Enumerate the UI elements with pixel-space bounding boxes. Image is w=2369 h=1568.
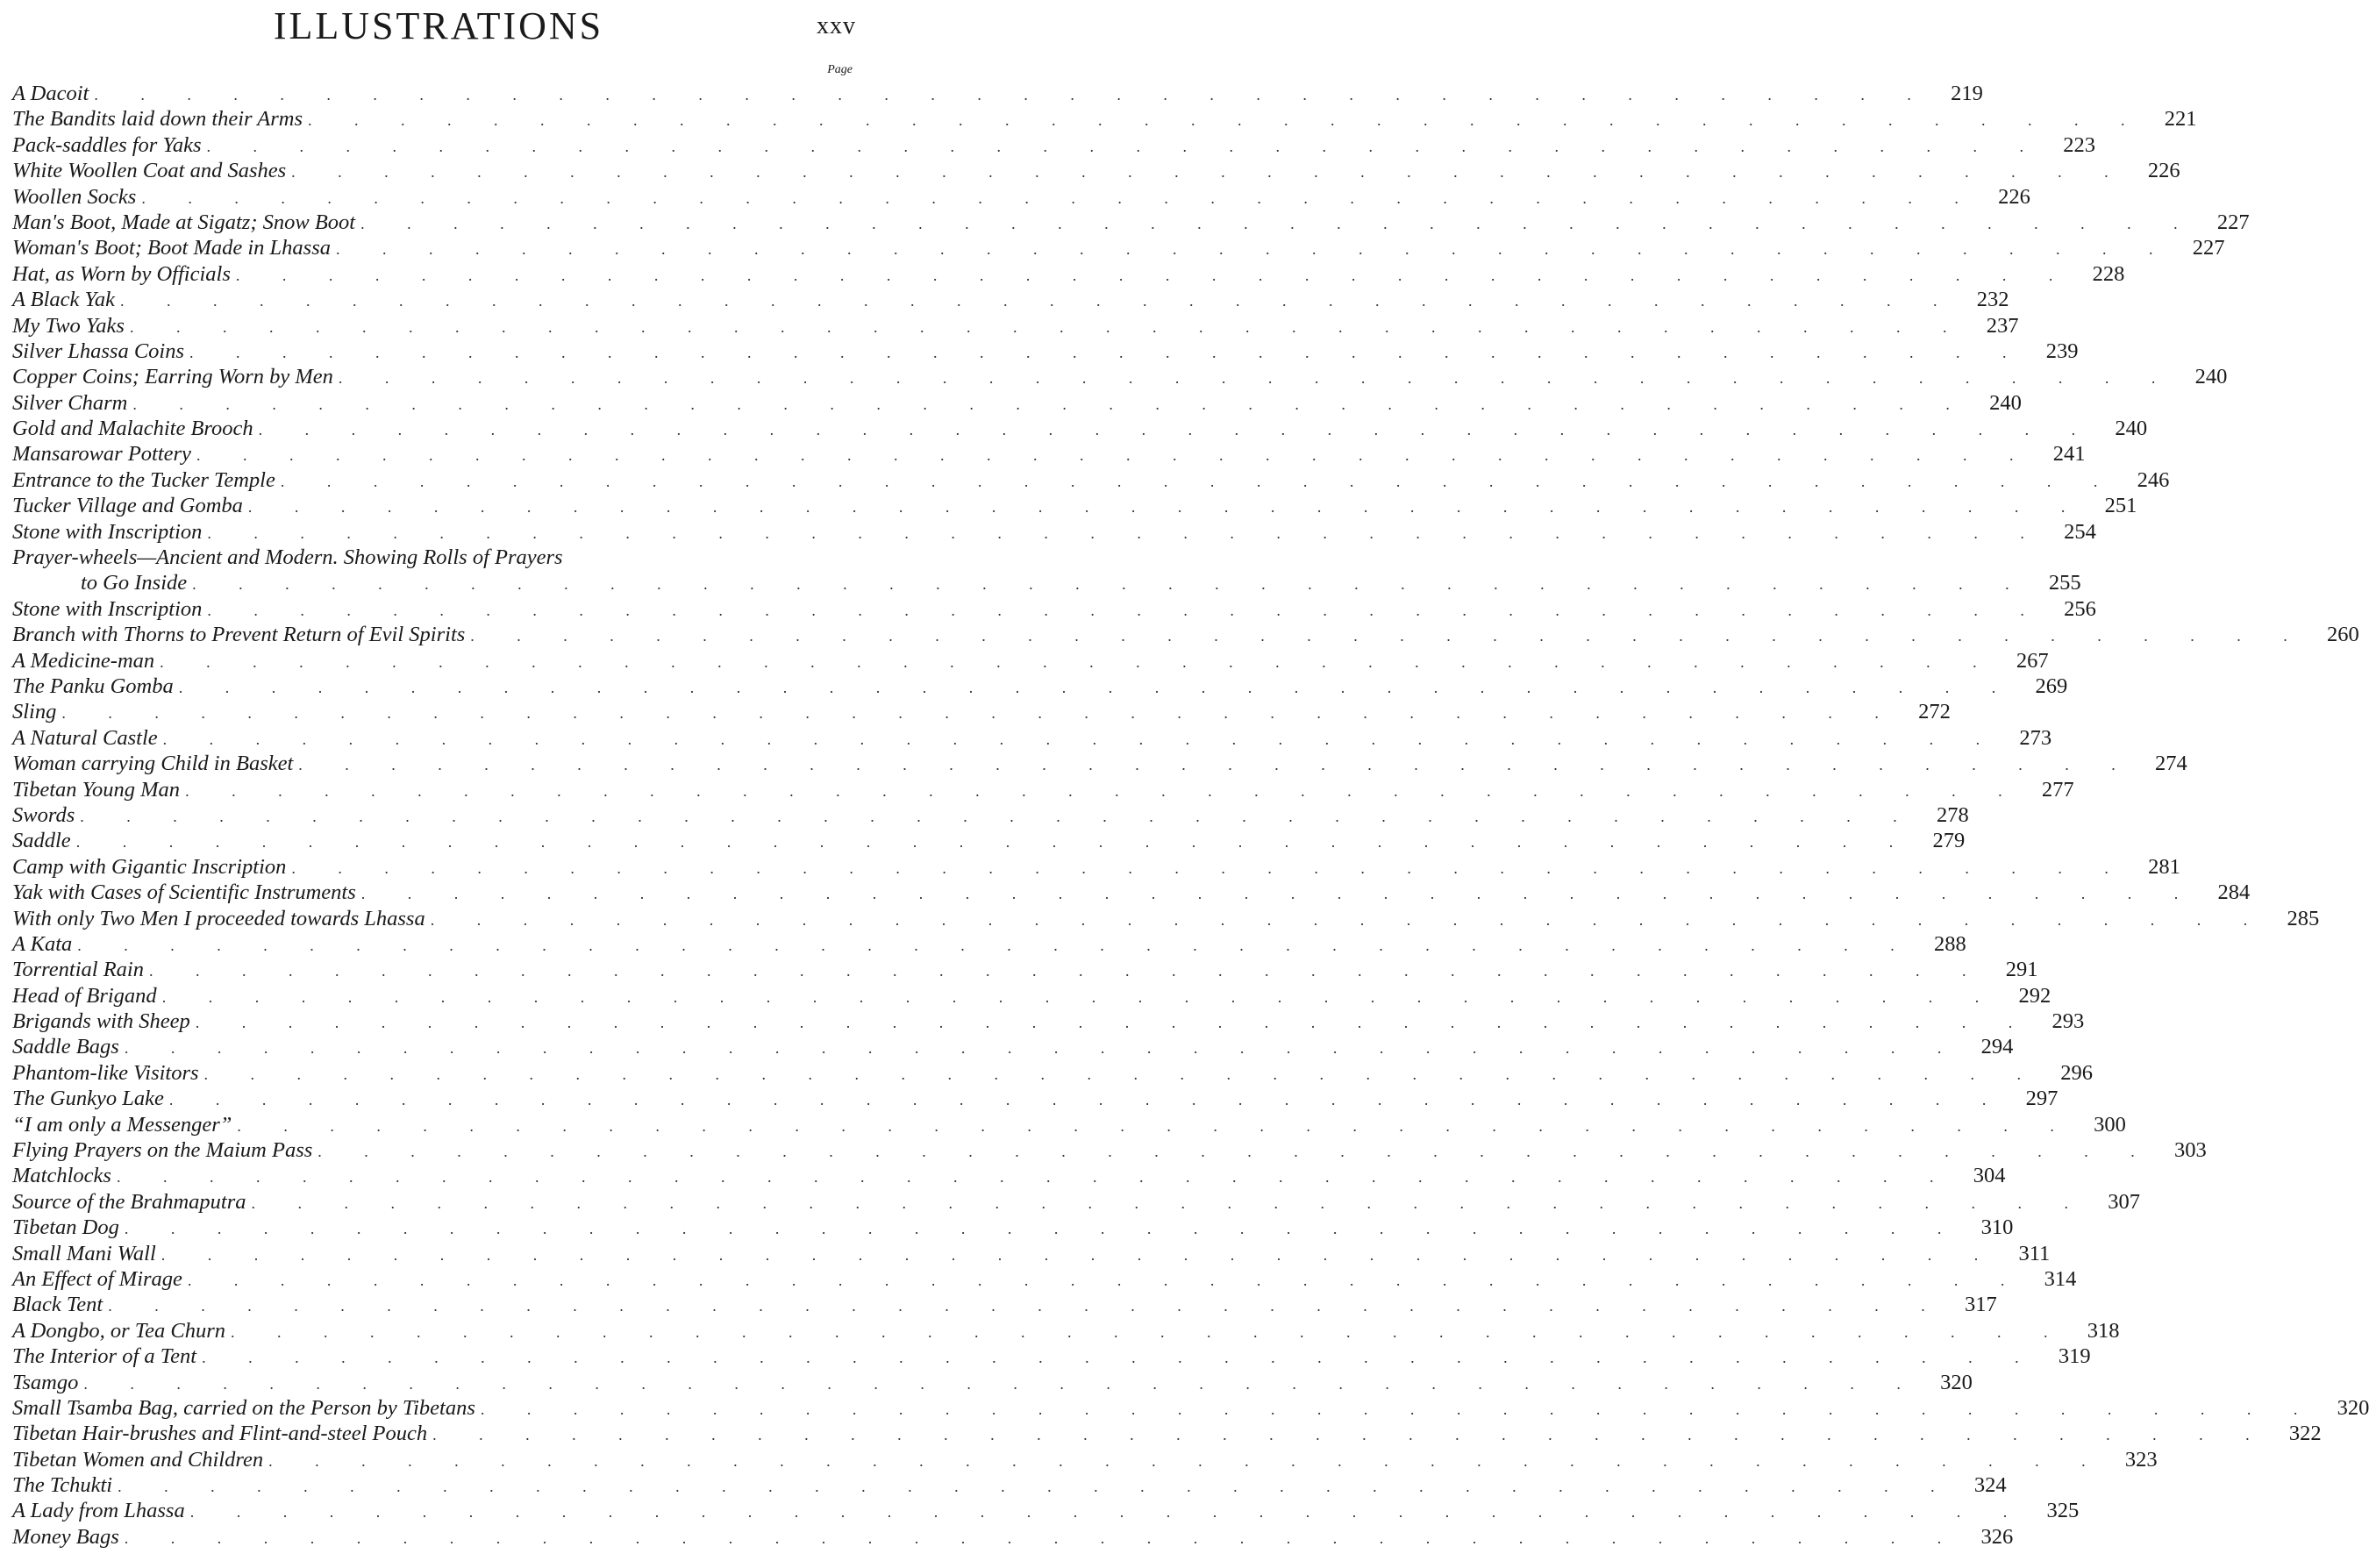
list-item [12,1318,2120,1343]
dot-leader: . . . . . . . . . . . . . . . . . . . . . . . . . . . . . . . . . . . . . . . . [118,1478,1954,1496]
list-item [12,983,2051,1009]
list-item [12,699,1951,724]
list-item [12,674,2068,699]
list-item [12,545,854,570]
illustration-caption: Money Bags [12,1524,125,1550]
dot-leader: . . . . . . . . . . . . . . . . . . . . . . . . . . . . . . . . . . . . . . . . [161,1245,1998,1264]
page-number: 320 [2316,1395,2369,1421]
page-number: 226 [1978,184,2030,210]
illustration-list [12,81,2369,1550]
page-folio: xxv [817,12,856,39]
list-item [12,1060,2094,1086]
list-item [12,106,2197,132]
page-column-label: Page [827,63,853,76]
illustration-caption: A Lady from Lhassa [12,1498,190,1523]
dot-leader: . . . . . . . . . . . . . . . . . . . . . . . . . . . . . . . . . . . . . . . . [338,369,2175,388]
list-item [12,1189,2141,1215]
list-item [12,519,2096,545]
dot-leader: . . . . . . . . . . . . . . . . . . . . . . . . . . . . . . . . . . . . . . . . [132,395,1969,413]
illustration-caption: Saddle [12,828,76,853]
dot-leader: . . . . . . . . . . . . . . . . . . . . . . . . . . . . . . . . . . . . . . . . [192,575,2029,594]
illustration-caption: Tibetan Young Man [12,777,185,802]
list-item [12,339,2079,364]
illustration-caption: Silver Lhassa Coins [12,339,189,364]
illustration-caption: Woman's Boot; Boot Made in Lhassa [12,235,336,260]
dot-leader: . . . . . . . . . . . . . . . . . . . . . . . . . . . . . . . . . . . . . . . . [196,446,2033,465]
illustration-caption: Silver Charm [12,390,132,416]
illustration-caption: White Woollen Coat and Sashes [12,158,291,183]
list-item [12,467,2170,493]
dot-leader: . . . . . . . . . . . . . . . . . . . . . . . . . . . . . . . . . . . . . . . . [318,1143,2154,1161]
page-title: ILLUSTRATIONS [273,4,604,47]
page-number: 285 [2266,906,2319,931]
dot-leader: . . . . . . . . . . . . . . . . . . . . . . . . . . . . . . . . . . . . . . . . [148,962,1986,980]
illustration-caption: Gold and Malachite Brooch [12,416,259,441]
dot-leader: . . . . . . . . . . . . . . . . . . . . . . . . . . . . . . . . . . . . . . . . [94,86,1930,103]
list-item [12,622,2359,647]
page-number: 256 [2044,596,2096,622]
illustration-caption: Black Tent [12,1292,108,1317]
list-item [12,854,2180,880]
page-number: 284 [2197,880,2250,905]
dot-leader: . . . . . . . . . . . . . . . . . . . . . . . . . . . . . . . . . . . . . . . . [480,1400,2317,1418]
page-number: 292 [1998,983,2051,1009]
list-item [12,777,2074,802]
page-number: 226 [2128,158,2180,183]
dot-leader: . . . . . . . . . . . . . . . . . . . . . . . . . . . . . . . . . . . . . . . . [360,885,2198,903]
list-item [12,210,2250,235]
page-number: 300 [2073,1112,2126,1137]
dot-leader: . . . . . . . . . . . . . . . . . . . . . . . . . . . . . . . . . . . . . . . . [247,498,2085,517]
page-number: 326 [1960,1524,2013,1550]
list-item [12,1498,2080,1523]
page-number: 221 [2144,106,2197,132]
illustration-caption: Hat, as Worn by Officials [12,261,236,287]
illustration-caption: The Tchukti [12,1472,118,1498]
page-number: 241 [2032,441,2085,467]
page-number: 322 [2269,1421,2322,1446]
dot-leader: . . . . . . . . . . . . . . . . . . . . . . . . . . . . . . . . . . . . . . . . [235,266,2073,284]
page-number: 288 [1914,931,1966,957]
list-item [12,235,2225,260]
illustration-caption: Brigands with Sheep [12,1009,196,1034]
list-item [12,1086,2059,1111]
illustration-caption: Woman carrying Child in Basket [12,751,298,776]
page-number: 307 [2087,1189,2140,1215]
dot-leader: . . . . . . . . . . . . . . . . . . . . . . . . . . . . . . . . . . . . . . . . [202,1349,2038,1367]
dot-leader: . . . . . . . . . . . . . . . . . . . . . . . . . . . . . . . . . . . . . . . . [83,1374,1920,1393]
dot-leader: . . . . . . . . . . . . . . . . . . . . . . . . . . . . . . . . . . . . . . . . [308,111,2144,130]
list-item [12,1395,2369,1421]
illustration-caption: Tucker Village and Gomba [12,493,248,518]
illustration-caption: An Effect of Mirage [12,1266,188,1292]
dot-leader: . . . . . . . . . . . . . . . . . . . . . . . . . . . . . . . . . . . . . . . . [231,1322,2067,1341]
list-item [12,1137,2207,1163]
dot-leader: . . . . . . . . . . . . . . . . . . . . . . . . . . . . . . . . . . . . . . . . [124,1220,1961,1238]
illustration-caption: Pack-saddles for Yaks [12,132,207,158]
dot-leader: . . . . . . . . . . . . . . . . . . . . . . . . . . . . . . . . . . . . . . . . [108,1297,1944,1315]
dot-leader: . . . . . . . . . . . . . . . . . . . . . . . . . . . . . . . . . . . . . . . . [162,730,2000,748]
illustration-caption: Camp with Gigantic Inscription [12,854,291,880]
page-number: 324 [1954,1472,2007,1498]
dot-leader: . . . . . . . . . . . . . . . . . . . . . . . . . . . . . . . . . . . . . . . . [187,1271,2024,1289]
illustration-caption: Matchlocks [12,1163,117,1188]
page-number: 240 [2174,364,2227,389]
dot-leader: . . . . . . . . . . . . . . . . . . . . . . . . . . . . . . . . . . . . . . . . [237,1116,2073,1135]
page-number: 294 [1960,1034,2013,1059]
illustration-caption: Small Mani Wall [12,1241,161,1266]
illustration-caption: Tibetan Women and Children [12,1447,268,1472]
dot-leader: . . . . . . . . . . . . . . . . . . . . . . . . . . . . . . . . . . . . . . . . [160,652,1996,671]
illustration-caption: With only Two Men I proceeded towards Lhassa [12,906,431,931]
page-number: 267 [1996,648,2049,674]
illustration-caption: Torrential Rain [12,957,149,982]
page-number: 296 [2040,1060,2093,1086]
page-number: 251 [2084,493,2137,518]
illustration-caption: Swords [12,802,80,828]
page-number: 240 [2094,416,2147,441]
list-item [12,751,2187,776]
dot-leader: . . . . . . . . . . . . . . . . . . . . . . . . . . . . . . . . . . . . . . . . [168,1091,2006,1109]
list-item [12,906,2320,931]
illustration-caption: “I am only a Messenger” [12,1112,237,1137]
dot-leader: . . . . . . . . . . . . . . . . . . . . . . . . . . . . . . . . . . . . . . . . [258,421,2095,439]
page-number: 297 [2005,1086,2058,1111]
list-item [12,957,2038,982]
page-number: 318 [2067,1318,2120,1343]
illustration-caption: Copper Coins; Earring Worn by Men [12,364,339,389]
list-item [12,1266,2077,1292]
illustration-caption: Small Tsamba Bag, carried on the Person by Tibetans [12,1395,481,1421]
page-number: 274 [2135,751,2187,776]
dot-leader: . . . . . . . . . . . . . . . . . . . . . . . . . . . . . . . . . . . . . . . . [178,678,2016,696]
dot-leader: . . . . . . . . . . . . . . . . . . . . . . . . . . . . . . . . . . . . . . . . [430,910,2267,929]
illustration-caption: A Kata [12,931,77,957]
illustration-caption: Head of Brigand [12,983,162,1009]
list-item [12,1343,2091,1369]
list-item [12,364,2228,389]
list-item [12,1421,2322,1446]
illustration-caption: Stone with Inscription [12,519,207,545]
dot-leader: . . . . . . . . . . . . . . . . . . . . . . . . . . . . . . . . . . . . . . . . [291,859,2128,877]
list-item [12,132,2095,158]
dot-leader: . . . . . . . . . . . . . . . . . . . . . . . . . . . . . . . . . . . . . . . . [268,1451,2105,1470]
dot-leader: . . . . . . . . . . . . . . . . . . . . . . . . . . . . . . . . . . . . . . . . [291,163,2128,182]
list-item [12,1163,2006,1188]
list-item [12,441,2086,467]
dot-leader: . . . . . . . . . . . . . . . . . . . . . . . . . . . . . . . . . . . . . . . . [206,137,2043,155]
page-number: 232 [1957,287,2009,312]
page-number: 223 [2043,132,2095,158]
page-number: 227 [2173,235,2225,260]
dot-leader: . . . . . . . . . . . . . . . . . . . . . . . . . . . . . . . . . . . . . . . . [120,292,1957,310]
list-item [12,313,2019,339]
list-item [12,1292,1997,1317]
dot-leader: . . . . . . . . . . . . . . . . . . . . . . . . . . . . . . . . . . . . . . . . [195,1014,2032,1032]
dot-leader: . . . . . . . . . . . . . . . . . . . . . . . . . . . . . . . . . . . . . . . . [251,1194,2088,1212]
list-item [12,828,1966,853]
list-item [12,1370,1973,1395]
page-number: 254 [2044,519,2096,545]
illustration-caption: The Gunkyo Lake [12,1086,169,1111]
page-number: 320 [1920,1370,1973,1395]
list-item [12,493,2137,518]
dot-leader: . . . . . . . . . . . . . . . . . . . . . . . . . . . . . . . . . . . . . . . . [141,189,1978,207]
illustration-caption: Flying Prayers on the Maium Pass [12,1137,318,1163]
list-item [12,880,2251,905]
list-item [12,261,2125,287]
illustration-caption: A Dacoit [12,81,94,106]
list-item [12,287,2009,312]
dot-leader: . . . . . . . . . . . . . . . . . . . . . . . . . . . . . . . . . . . . . . . . [129,317,1966,336]
dot-leader: . . . . . . . . . . . . . . . . . . . . . . . . . . . . . . . . . . . . . . . . [470,627,2307,645]
illustration-caption: A Medicine-man [12,648,160,674]
list-item [12,158,2180,183]
page-number: 255 [2029,570,2081,595]
list-item [12,802,1969,828]
illustration-caption: A Black Yak [12,287,120,312]
dot-leader: . . . . . . . . . . . . . . . . . . . . . . . . . . . . . . . . . . . . . . . . [75,833,1913,852]
list-item [12,390,2022,416]
dot-leader: . . . . . . . . . . . . . . . . . . . . . . . . . . . . . . . . . . . . . . . . [360,214,2197,232]
page-number: 273 [1999,725,2051,751]
dot-leader: . . . . . . . . . . . . . . . . . . . . . . . . . . . . . . . . . . . . . . . . [432,1426,2269,1444]
page-number: 291 [1985,957,2037,982]
dot-leader: . . . . . . . . . . . . . . . . . . . . . . . . . . . . . . . . . . . . . . . . [124,1529,1961,1547]
illustration-caption: A Natural Castle [12,725,163,751]
dot-leader: . . . . . . . . . . . . . . . . . . . . . . . . . . . . . . . . . . . . . . . . [161,987,1999,1006]
illustration-caption: Tsamgo [12,1370,83,1395]
dot-leader: . . . . . . . . . . . . . . . . . . . . . . . . . . . . . . . . . . . . . . . . [207,524,2044,542]
page-number: 319 [2038,1343,2091,1369]
dot-leader: . . . . . . . . . . . . . . . . . . . . . . . . . . . . . . . . . . . . . . . . [189,1503,2027,1522]
page-number: 323 [2105,1447,2158,1472]
dot-leader: . . . . . . . . . . . . . . . . . . . . . . . . . . . . . . . . . . . . . . . . [124,1039,1961,1058]
page-number: 260 [2307,622,2359,647]
list-item [12,931,1966,957]
dot-leader: . . . . . . . . . . . . . . . . . . . . . . . . . . . . . . . . . . . . . . . . [77,936,1914,954]
page-number: 310 [1960,1215,2013,1240]
page-number: 277 [2022,777,2074,802]
dot-leader: . . . . . . . . . . . . . . . . . . . . . . . . . . . . . . . . . . . . . . . . [116,1168,1953,1187]
page-number: 246 [2116,467,2169,493]
illustration-caption: Stone with Inscription [12,596,207,622]
page-number: 317 [1944,1292,1997,1317]
dot-leader: . . . . . . . . . . . . . . . . . . . . . . . . . . . . . . . . . . . . . . . . [298,756,2135,774]
illustration-caption: Prayer-wheels—Ancient and Modern. Showing Rolls of Prayers [12,545,568,570]
list-item [12,184,2030,210]
illustration-caption: The Interior of a Tent [12,1343,202,1369]
illustration-caption: Tibetan Dog [12,1215,125,1240]
list-item [12,416,2148,441]
list-item [12,1447,2158,1472]
list-item [12,1009,2085,1034]
illustration-caption: My Two Yaks [12,313,130,339]
dot-leader: . . . . . . . . . . . . . . . . . . . . . . . . . . . . . . . . . . . . . . . . [280,472,2117,490]
list-item [12,596,2096,622]
page-number: 281 [2128,854,2180,880]
list-item [12,725,2052,751]
page-number: 240 [1969,390,2022,416]
illustration-caption: Phantom-like Visitors [12,1060,204,1086]
dot-leader: . . . . . . . . . . . . . . . . . . . . . . . . . . . . . . . . . . . . . . . . [207,601,2044,619]
dot-leader: . . . . . . . . . . . . . . . . . . . . . . . . . . . . . . . . . . . . . . . . [185,781,2022,800]
illustration-caption: Source of the Brahmaputra [12,1189,252,1215]
illustration-caption: The Panku Gomba [12,674,179,699]
illustration-caption: Man's Boot, Made at Sigatz; Snow Boot [12,210,360,235]
illustration-caption: A Dongbo, or Tea Churn [12,1318,231,1343]
page-number: 237 [1966,313,2018,339]
list-item [12,1215,2014,1240]
illustration-caption: Mansarowar Pottery [12,441,196,467]
illustration-caption: Tibetan Hair-brushes and Flint-and-steel Pouch [12,1421,432,1446]
dot-leader: . . . . . . . . . . . . . . . . . . . . . . . . . . . . . . . . . . . . . . . . [203,1065,2041,1083]
list-item [12,1472,2007,1498]
page-number: 293 [2031,1009,2084,1034]
illustration-caption: Saddle Bags [12,1034,125,1059]
page-number: 304 [1952,1163,2005,1188]
dot-leader: . . . . . . . . . . . . . . . . . . . . . . . . . . . . . . . . . . . . . . . . [61,704,1898,723]
dot-leader: . . . . . . . . . . . . . . . . . . . . . . . . . . . . . . . . . . . . . . . . [189,343,2026,361]
page-number: 228 [2072,261,2124,287]
list-item [12,648,2049,674]
page-number: 219 [1930,81,1983,106]
page-number: 239 [2026,339,2079,364]
list-item [12,1034,2014,1059]
illustration-caption: The Bandits laid down their Arms [12,106,308,132]
page-number: 303 [2154,1137,2207,1163]
page-number: 311 [1997,1241,2050,1266]
illustration-caption: Sling [12,699,61,724]
page-number: 278 [1916,802,1969,828]
dot-leader: . . . . . . . . . . . . . . . . . . . . . . . . . . . . . . . . . . . . . . . . [80,807,1916,825]
list-item [12,81,1983,106]
illustration-caption-continuation: to Go Inside [12,570,192,595]
page-number: 227 [2197,210,2250,235]
list-item [12,1524,2014,1550]
illustration-caption: Yak with Cases of Scientific Instruments [12,880,361,905]
page-number: 279 [1912,828,1965,853]
page-number: 269 [2015,674,2067,699]
list-item [12,1112,2126,1137]
list-item [12,1241,2051,1266]
illustration-caption: Branch with Thorns to Prevent Return of Evil Spirits [12,622,470,647]
page-number: 314 [2023,1266,2076,1292]
list-item-continuation [12,570,2081,595]
page-number: 272 [1898,699,1951,724]
illustration-caption: Woollen Socks [12,184,141,210]
page-number: 325 [2026,1498,2079,1523]
illustration-caption: Entrance to the Tucker Temple [12,467,281,493]
dot-leader: . . . . . . . . . . . . . . . . . . . . . . . . . . . . . . . . . . . . . . . . [336,240,2173,259]
